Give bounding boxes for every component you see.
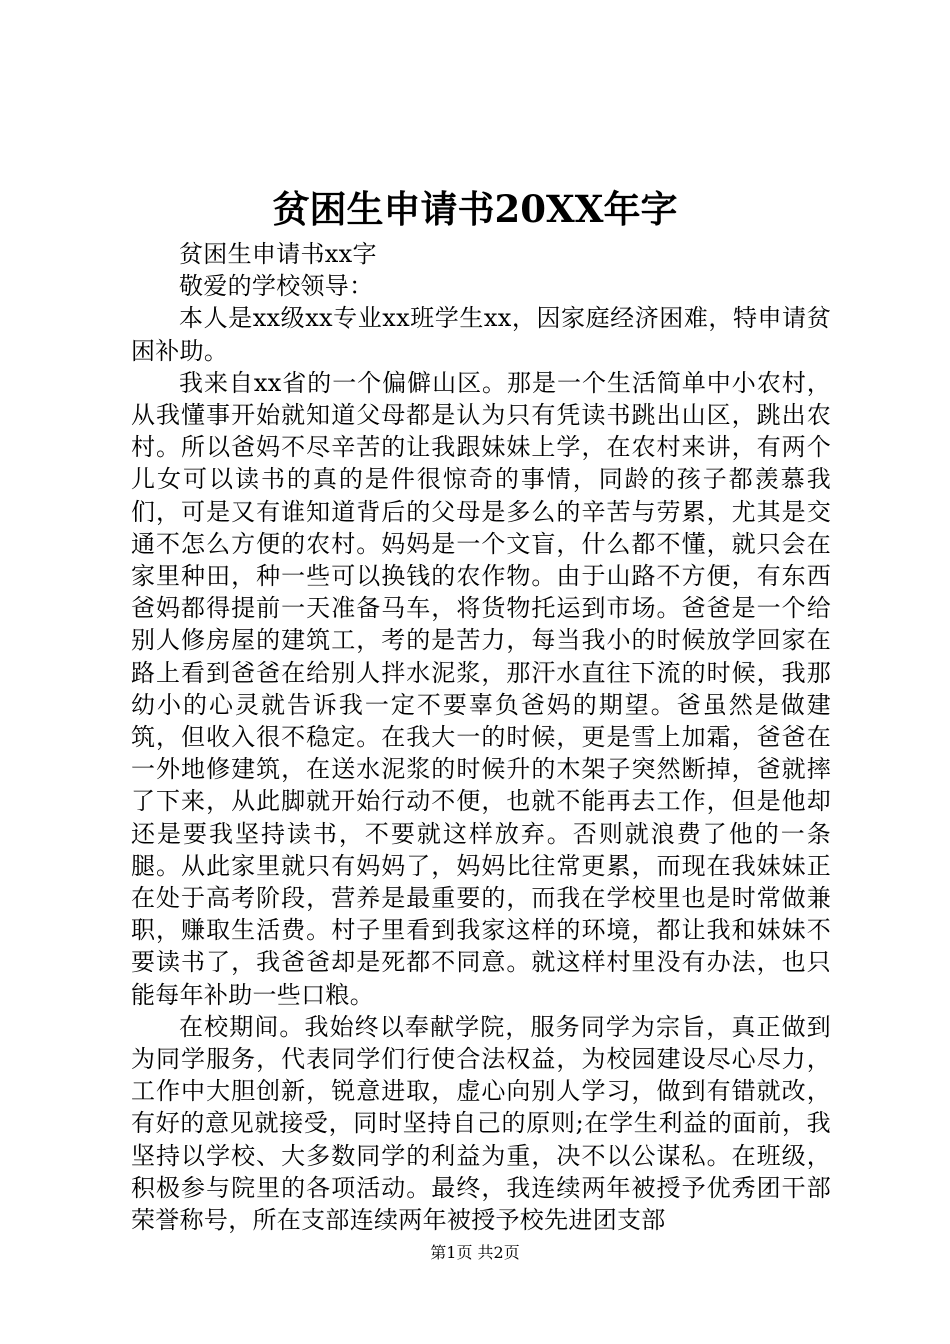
- paragraph-heading-line: 贫困生申请书xx字: [179, 240, 377, 268]
- paragraph-school-performance: 在校期间。我始终以奉献学院，服务同学为宗旨，真正做到为同学服务，代表同学们行使合法权益，为校园建设尽心尽力，工作中大胆创新，锐意进取，虚心向别人学习，做到有错就改，有好的意见就接受，同时坚持自己的原则;在学生利益的面前，我坚持以学校、大多数同学的利益为重，决不以公谋私。在班级，积极参与院里的各项活动。最终，我连续两年被授予优秀团干部荣誉称号，所在支部连续两年被授予校先进团支部: [131, 1012, 831, 1235]
- page-number-footer: 第1页 共2页: [430, 1243, 520, 1262]
- paragraph-salutation: 敬爱的学校领导：: [179, 272, 374, 301]
- paragraph-family-background: 我来自xx省的一个偏僻山区。那是一个生活简单中小农村，从我懂事开始就知道父母都是认为只有凭读书跳出山区，跳出农村。所以爸妈不尽辛苦的让我跟妹妹上学，在农村来讲，有两个儿女可以读书的真的是件很惊奇的事情，同龄的孩子都羡慕我们，可是又有谁知道背后的父母是多么的辛苦与劳累，尤其是交通不怎么方便的农村。妈妈是一个文盲，什么都不懂，就只会在家里种田，种一些可以换钱的农作物。由于山路不方便，有东西爸妈都得提前一天准备马车，将货物托运到市场。爸爸是一个给别人修房屋的建筑工，考的是苦力，每当我小的时候放学回家在路上看到爸爸在给别人拌水泥浆，那汗水直往下流的时候，我那幼小的心灵就告诉我一定不要辜负爸妈的期望。爸虽然是做建筑，但收入很不稳定。在我大一的时候，更是雪上加霜，爸爸在一外地修建筑，在送水泥浆的时候升的木架子突然断掉，爸就摔了下来，从此脚就开始行动不便，也就不能再去工作，但是他却还是要我坚持读书，不要就这样放弃。否则就浪费了他的一条腿。从此家里就只有妈妈了，妈妈比往常更累，而现在我妹妹正在处于高考阶段，营养是最重要的，而我在学校里也是时常做兼职，赚取生活费。村子里看到我家这样的环境，都让我和妹妹不要读书了，我爸爸却是死都不同意。就这样村里没有办法，也只能每年补助一些口粮。: [131, 368, 831, 1009]
- paragraph-introduction: 本人是xx级xx专业xx班学生xx，因家庭经济困难，特申请贫困补助。: [131, 304, 831, 365]
- document-body: [131, 238, 831, 1236]
- document-title: 贫困生申请书20XX年字: [272, 187, 678, 231]
